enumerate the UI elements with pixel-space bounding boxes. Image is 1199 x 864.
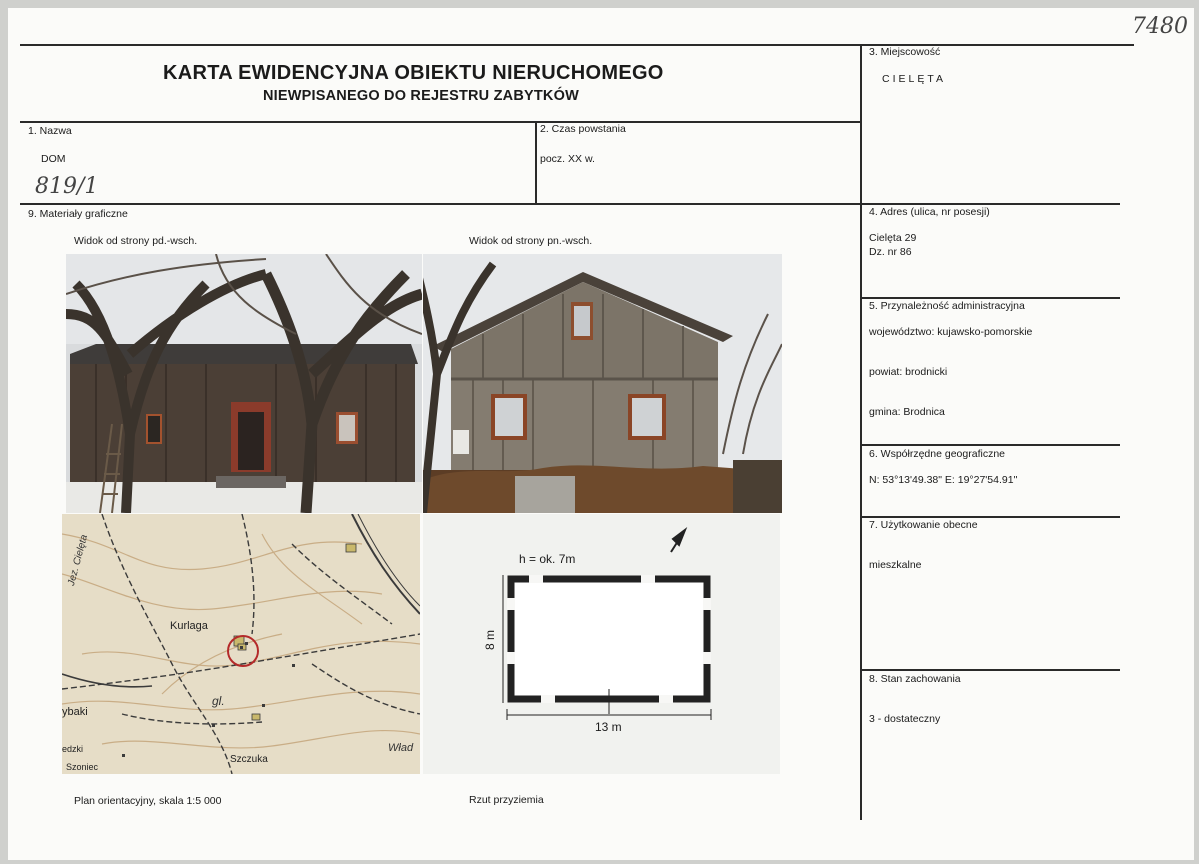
plan-caption: Rzut przyziemia <box>469 794 544 806</box>
handwritten-reference: 819/1 <box>35 174 99 199</box>
map-label-kurlaga: Kurlaga <box>170 620 208 632</box>
rule-section9 <box>20 203 1120 205</box>
photo2-caption: Widok od strony pn.-wsch. <box>469 235 593 247</box>
uzytkowanie-value: mieszkalne <box>869 559 922 571</box>
page-subtitle: NIEWPISANEGO DO REJESTRU ZABYTKÓW <box>263 88 579 104</box>
photo-southeast-view <box>66 254 422 513</box>
divider-1-2 <box>535 121 537 204</box>
powiat-value: powiat: brodnicki <box>869 366 948 378</box>
wspolrzedne-label: 6. Współrzędne geograficzne <box>869 448 1005 460</box>
wspolrzedne-value: N: 53°13'49.38" E: 19°27'54.91" <box>869 474 1018 486</box>
przynaleznosc-label: 5. Przynależność administracyjna <box>869 300 1025 312</box>
map-label-szczuka: Szczuka <box>230 754 268 765</box>
archive-number: 7480 <box>1132 14 1188 39</box>
materialy-label: 9. Materiały graficzne <box>28 208 128 220</box>
czas-label: 2. Czas powstania <box>540 123 626 135</box>
map-label-rybaki: ybaki <box>62 706 88 718</box>
north-arrow-icon <box>671 530 685 552</box>
stan-label: 8. Stan zachowania <box>869 673 961 685</box>
stan-value: 3 - dostateczny <box>869 713 941 725</box>
uzytkowanie-label: 7. Użytkowanie obecne <box>869 519 978 531</box>
width-dimension: 13 m <box>595 720 622 734</box>
divider-right-column <box>860 44 862 820</box>
map-label-jedzki: edzki <box>62 744 84 754</box>
map-label-szoniec: Szoniec <box>66 762 99 772</box>
map-caption: Plan orientacyjny, skala 1:5 000 <box>74 795 222 807</box>
adres-line2: Dz. nr 86 <box>869 246 912 258</box>
wojewodztwo-value: województwo: kujawsko-pomorskie <box>869 326 1033 338</box>
adres-line1: Cielęta 29 <box>869 232 917 244</box>
floor-plan-panel <box>423 514 780 774</box>
record-card <box>8 8 1194 860</box>
top-rule <box>20 44 1134 46</box>
miejscowosc-value: CIELĘTA <box>882 73 946 85</box>
czas-value: pocz. XX w. <box>540 153 595 165</box>
map-label-gl: gl. <box>212 694 225 708</box>
page-title: KARTA EWIDENCYJNA OBIEKTU NIERUCHOMEGO <box>163 62 664 84</box>
orientation-map <box>62 514 420 774</box>
rule-5 <box>860 297 1120 299</box>
miejscowosc-label: 3. Miejscowość <box>869 46 941 58</box>
gmina-value: gmina: Brodnica <box>869 406 945 418</box>
rule-8 <box>860 669 1120 671</box>
photo1-caption: Widok od strony pd.-wsch. <box>74 235 198 247</box>
map-label-jez: Jez. Cielęta <box>66 533 91 587</box>
rule-7 <box>860 516 1120 518</box>
height-note: h = ok. 7m <box>519 552 576 566</box>
rule-title-bottom <box>20 121 862 123</box>
adres-label: 4. Adres (ulica, nr posesji) <box>869 206 990 218</box>
photo-northeast-view <box>423 254 782 513</box>
map-label-wlad: Wład <box>388 742 414 754</box>
nazwa-value: DOM <box>41 153 66 165</box>
rule-6 <box>860 444 1120 446</box>
depth-dimension: 8 m <box>483 629 497 650</box>
nazwa-label: 1. Nazwa <box>28 125 72 137</box>
